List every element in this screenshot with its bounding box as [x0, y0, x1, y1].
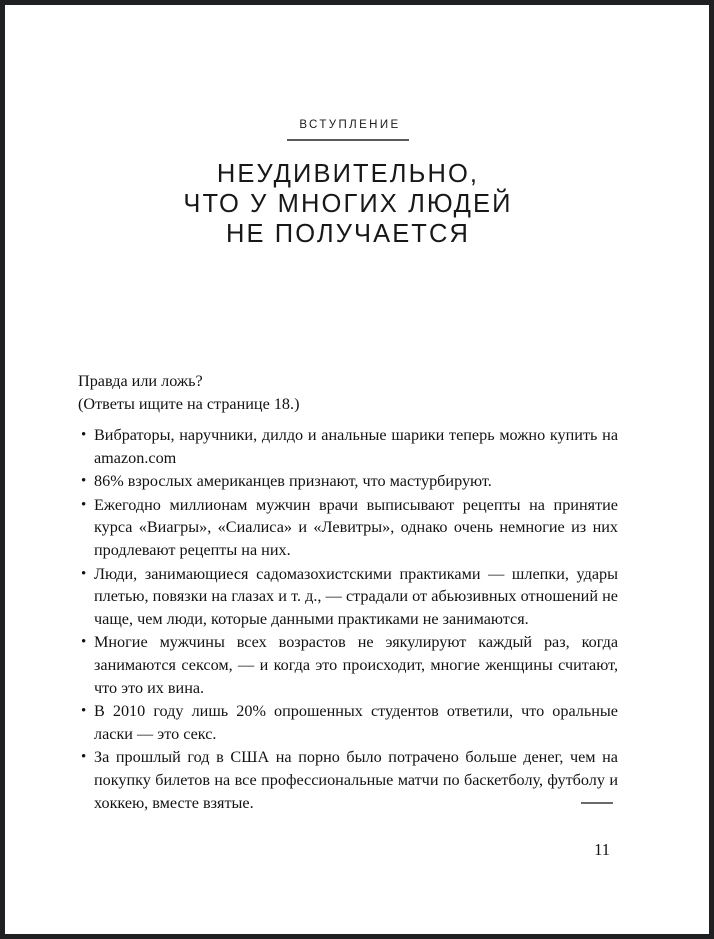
list-item-text: Ежегодно миллионам мужчин врачи выписывают рецепты на принятие курса «Виагры», «Сиалиса» и «Левитры», однако очень немногие из них продлевают рецепты на них. — [94, 495, 618, 559]
list-item-text: 86% взрослых американцев признают, что мастурбируют. — [94, 472, 492, 491]
chapter-header — [78, 118, 618, 266]
list-item-text: Люди, занимающиеся садомазохистскими практиками — шлепки, удары плетью, повязки на глазах и т. д., — страдали от абьюзивных отношений не чаще, чем люди, которые данными практиками не занимаются. — [94, 564, 618, 628]
list-item-text: Вибраторы, наручники, дилдо и анальные шарики теперь можно купить на amazon.com — [94, 426, 618, 467]
page-content — [78, 5, 618, 934]
list-item-text: За прошлый год в США на порно было потрачено больше денег, чем на покупку билетов на все профессиональные матчи по баскетболу, футболу и хоккею, вместе взятые. — [94, 748, 618, 812]
bullet-icon: • — [81, 749, 87, 766]
page-footer — [78, 802, 618, 859]
page-number: 11 — [594, 840, 610, 859]
bullet-icon: • — [81, 703, 87, 720]
bullet-icon: • — [81, 496, 87, 513]
intro-line-2: (Ответы ищите на странице 18.) — [78, 394, 300, 413]
chapter-eyebrow-rule — [287, 139, 409, 141]
bullet-icon: • — [81, 427, 87, 443]
list-item — [78, 494, 618, 562]
chapter-title-line-3: НЕ ПОЛУЧАЕТСЯ — [225, 220, 471, 248]
fact-list — [78, 424, 618, 814]
bullet-icon: • — [81, 565, 87, 582]
chapter-title-line-1: НЕУДИВИТЕЛЬНО, — [216, 160, 480, 188]
list-item — [78, 563, 618, 631]
list-item — [78, 470, 618, 493]
chapter-title-line-2: ЧТО У МНОГИХ ЛЮДЕЙ — [183, 190, 513, 218]
list-item — [78, 700, 618, 745]
intro-line-1: Правда или ложь? — [78, 372, 203, 390]
bullet-icon: • — [81, 473, 87, 490]
bullet-icon: • — [81, 634, 87, 651]
chapter-title — [78, 159, 618, 249]
chapter-eyebrow-label: ВСТУПЛЕНИЕ — [299, 119, 401, 131]
list-item-text: В 2010 году лишь 20% опрошенных студентов ответили, что оральные ласки — это секс. — [94, 702, 618, 743]
intro-paragraph — [78, 370, 618, 415]
list-item-text: Многие мужчины всех возрастов не эякулируют каждый раз, когда занимаются сексом, — и когда это происходит, многие женщины считают, что это их вина. — [94, 633, 618, 697]
footer-rule — [581, 802, 613, 804]
body-block — [78, 370, 618, 815]
list-item — [78, 424, 618, 469]
list-item — [78, 631, 618, 699]
